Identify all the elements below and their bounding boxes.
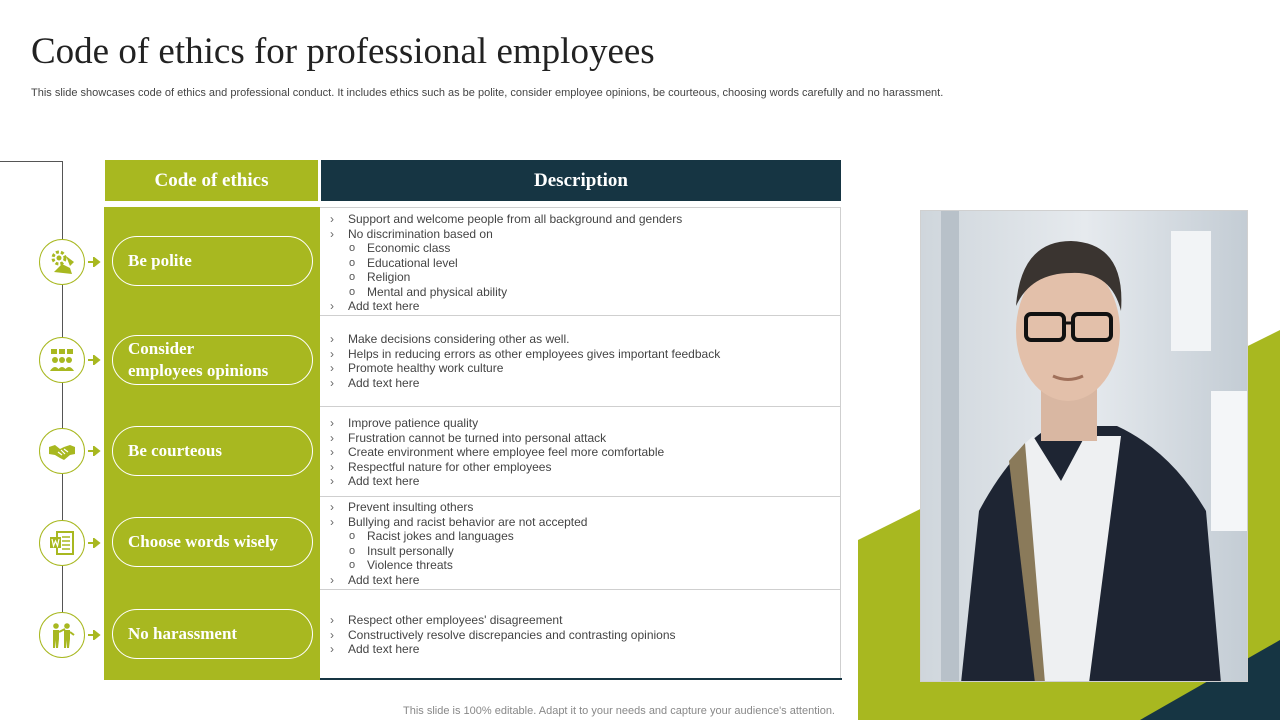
description-row-be-polite bbox=[320, 208, 840, 316]
ethic-be-polite bbox=[112, 236, 313, 286]
arrow-right-icon bbox=[88, 538, 102, 548]
ethic-be-courteous bbox=[112, 426, 313, 476]
list-item: o Violence threats bbox=[330, 558, 840, 573]
list-item: o Racist jokes and languages bbox=[330, 529, 840, 544]
table-bottom-border bbox=[320, 678, 842, 680]
list-item: o Religion bbox=[330, 270, 840, 285]
description-table bbox=[320, 207, 841, 680]
list-item: › Add text here bbox=[330, 573, 840, 588]
ethic-label-line1: Consider bbox=[128, 339, 195, 358]
ethic-label: Choose words wisely bbox=[128, 532, 279, 551]
description-row-choose-words bbox=[320, 497, 840, 590]
arrow-right-icon bbox=[88, 355, 102, 365]
list-item: › Constructively resolve discrepancies and contrasting opinions bbox=[330, 628, 840, 643]
list-item: › Create environment where employee feel more comfortable bbox=[330, 445, 840, 460]
page-subtitle: This slide showcases code of ethics and professional conduct. It includes ethics such as be polite, consider employee opinions, be courteous, choosing words carefully and no harassment. bbox=[31, 87, 944, 99]
description-row-be-courteous bbox=[320, 407, 840, 497]
arrow-right-icon bbox=[88, 446, 102, 456]
ethic-label: Be polite bbox=[128, 251, 192, 270]
page-title: Code of ethics for professional employees bbox=[31, 31, 655, 72]
list-item: o Economic class bbox=[330, 241, 840, 256]
list-item: › No discrimination based on bbox=[330, 227, 840, 242]
team-ideas-icon bbox=[39, 337, 85, 383]
header-code-of-ethics: Code of ethics bbox=[105, 160, 318, 201]
list-item: › Helps in reducing errors as other employees gives important feedback bbox=[330, 347, 840, 362]
list-item: › Add text here bbox=[330, 376, 840, 391]
ethic-choose-words bbox=[112, 517, 313, 567]
list-item: › Add text here bbox=[330, 642, 840, 657]
footer-note: This slide is 100% editable. Adapt it to your needs and capture your audience's attention. bbox=[403, 705, 835, 717]
handshake-icon bbox=[39, 428, 85, 474]
word-document-icon bbox=[39, 520, 85, 566]
list-item: › Frustration cannot be turned into personal attack bbox=[330, 431, 840, 446]
employee-photo bbox=[920, 210, 1248, 682]
description-row-consider-opinions bbox=[320, 316, 840, 407]
list-item: › Bullying and racist behavior are not accepted bbox=[330, 515, 840, 530]
list-item: o Mental and physical ability bbox=[330, 285, 840, 300]
list-item: › Add text here bbox=[330, 474, 840, 489]
list-item: › Respectful nature for other employees bbox=[330, 460, 840, 475]
list-item: › Improve patience quality bbox=[330, 416, 840, 431]
header-description: Description bbox=[321, 160, 841, 201]
list-item: › Respect other employees' disagreement bbox=[330, 613, 840, 628]
list-item: › Add text here bbox=[330, 299, 840, 314]
list-item: › Prevent insulting others bbox=[330, 500, 840, 515]
list-item: › Promote healthy work culture bbox=[330, 361, 840, 376]
ethic-no-harassment bbox=[112, 609, 313, 659]
arrow-right-icon bbox=[88, 257, 102, 267]
gear-hand-icon bbox=[39, 239, 85, 285]
list-item: o Insult personally bbox=[330, 544, 840, 559]
ethic-consider-opinions bbox=[112, 335, 313, 385]
ethic-label: No harassment bbox=[128, 624, 238, 643]
list-item: › Make decisions considering other as well. bbox=[330, 332, 840, 347]
timeline-line-top bbox=[0, 161, 63, 162]
description-row-no-harassment bbox=[320, 590, 840, 679]
list-item: o Educational level bbox=[330, 256, 840, 271]
ethic-label: Be courteous bbox=[128, 441, 222, 460]
harassment-icon bbox=[39, 612, 85, 658]
arrow-right-icon bbox=[88, 630, 102, 640]
list-item: › Support and welcome people from all background and genders bbox=[330, 212, 840, 227]
ethic-label-line2: employees opinions bbox=[128, 361, 269, 380]
